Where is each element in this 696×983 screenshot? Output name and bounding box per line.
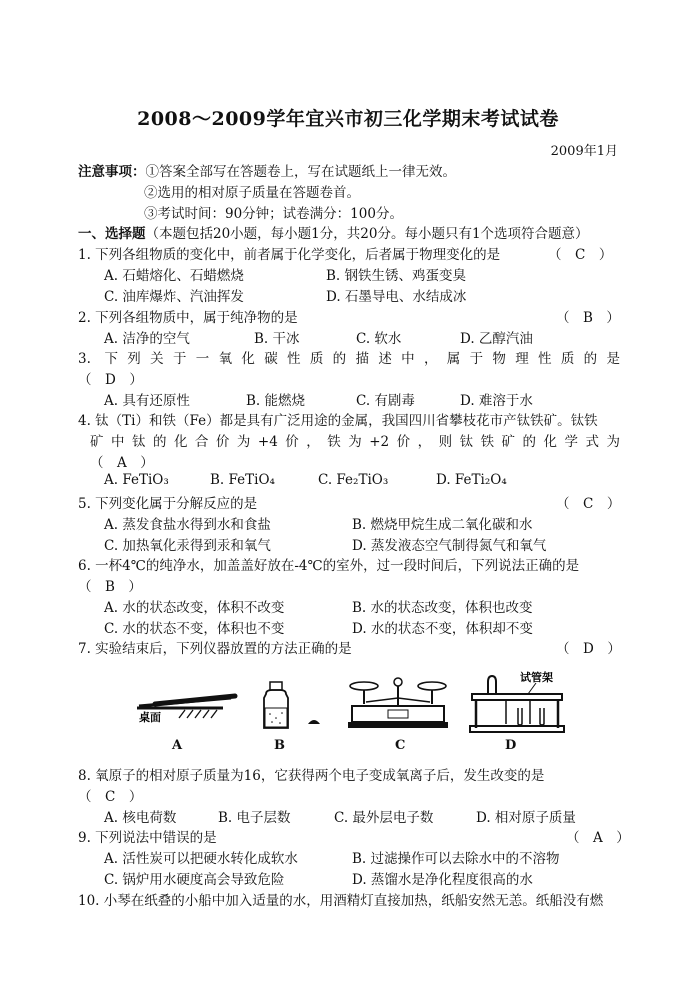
q2-option-d: D. 乙醇汽油 xyxy=(460,331,533,347)
q3-option-a: A. 具有还原性 xyxy=(104,393,190,409)
question-1-answer: （ C ） xyxy=(548,247,613,263)
question-5-stem: 5. 下列变化属于分解反应的是 xyxy=(78,496,258,512)
question-10-stem: 10. 小琴在纸叠的小船中加入适量的水，用酒精灯直接加热，纸船安然无恙。纸船没有燃 xyxy=(78,893,604,909)
exam-date: 2009年1月 xyxy=(550,144,618,159)
question-7-answer: （ D ） xyxy=(556,641,621,657)
q2-option-c: C. 软水 xyxy=(356,331,402,347)
q1-option-a: A. 石蜡熔化、石蜡燃烧 xyxy=(104,268,244,284)
q8-option-a: A. 核电荷数 xyxy=(104,810,177,826)
question-2-stem: 2. 下列各组物质中，属于纯净物的是 xyxy=(78,310,298,326)
q9-option-d: D. 蒸馏水是净化程度很高的水 xyxy=(352,872,533,888)
notice-label: 注意事项： xyxy=(78,164,146,180)
question-7-stem: 7. 实验结束后，下列仪器放置的方法正确的是 xyxy=(78,641,352,657)
desk-label: 桌面 xyxy=(139,711,161,724)
q9-option-b: B. 过滤操作可以去除水中的不溶物 xyxy=(352,851,560,867)
q8-option-b: B. 电子层数 xyxy=(218,810,291,826)
figure-label-b: B xyxy=(274,738,285,753)
q1-option-c: C. 油库爆炸、汽油挥发 xyxy=(104,289,244,305)
question-3-answer: （ D ） xyxy=(78,372,143,388)
rack-label: 试管架 xyxy=(520,671,553,684)
q6-option-b: B. 水的状态改变，体积也改变 xyxy=(352,600,533,616)
notice-item-2: ②选用的相对原子质量在答题卷首。 xyxy=(144,185,360,201)
q5-option-b: B. 燃烧甲烷生成二氧化碳和水 xyxy=(352,517,533,533)
q2-option-a: A. 洁净的空气 xyxy=(104,331,190,347)
q4-option-c: C. Fe₂TiO₃ xyxy=(318,472,389,488)
section-title: 一、选择题 xyxy=(78,226,146,242)
q3-option-b: B. 能燃烧 xyxy=(246,393,306,409)
figure-label-d: D xyxy=(505,738,517,753)
question-4-stem: 4. 钛（Ti）和铁（Fe）都是具有广泛用途的金属，我国四川省攀枝花市产钛铁矿。钛铁 xyxy=(78,413,598,429)
question-6-answer: （ B ） xyxy=(78,579,142,595)
q5-option-a: A. 蒸发食盐水得到水和食盐 xyxy=(104,517,271,533)
question-8-stem: 8. 氧原子的相对原子质量为16，它获得两个电子变成氧离子后，发生改变的是 xyxy=(78,768,545,784)
figure-label-a: A xyxy=(172,738,183,753)
notice-item-1: ①答案全部写在答题卷上，写在试题纸上一律无效。 xyxy=(145,164,456,180)
q4-option-b: B. FeTiO₄ xyxy=(210,472,275,488)
section-heading xyxy=(78,222,589,242)
q1-option-b: B. 钢铁生锈、鸡蛋变臭 xyxy=(326,268,467,284)
q9-option-c: C. 锅炉用水硬度高会导致危险 xyxy=(104,872,285,888)
figure-c-balance xyxy=(346,676,450,732)
q3-option-d: D. 难溶于水 xyxy=(460,393,533,409)
question-4-answer: （ A ） xyxy=(90,455,154,471)
q9-option-a: A. 活性炭可以把硬水转化成软水 xyxy=(104,851,298,867)
notice-row-1 xyxy=(78,160,456,180)
q5-option-c: C. 加热氧化汞得到汞和氧气 xyxy=(104,538,271,554)
q4-option-d: D. FeTi₂O₄ xyxy=(436,472,507,488)
q5-option-d: D. 蒸发液态空气制得氮气和氧气 xyxy=(352,538,547,554)
q6-option-c: C. 水的状态不变，体积也不变 xyxy=(104,621,285,637)
question-9-stem: 9. 下列说法中错误的是 xyxy=(78,830,217,846)
q8-option-d: D. 相对原子质量 xyxy=(476,810,576,826)
question-1-stem: 1. 下列各组物质的变化中，前者属于化学变化，后者属于物理变化的是 xyxy=(78,247,501,263)
q6-option-a: A. 水的状态改变，体积不改变 xyxy=(104,600,285,616)
figure-d-test-tube-rack xyxy=(466,670,576,736)
figure-label-c: C xyxy=(395,738,406,753)
q1-option-d: D. 石墨导电、水结成冰 xyxy=(326,289,467,305)
q4-option-a: A. FeTiO₃ xyxy=(104,472,169,488)
q6-option-d: D. 水的状态不变，体积却不变 xyxy=(352,621,533,637)
q3-option-c: C. 有剧毒 xyxy=(356,393,415,409)
question-9-answer: （ A ） xyxy=(566,830,630,846)
figure-b-reagent-bottle xyxy=(258,680,328,732)
section-desc: （本题包括20小题，每小题1分，共20分。每小题只有1个选项符合题意） xyxy=(145,226,589,242)
notice-item-3: ③考试时间：90分钟；试卷满分：100分。 xyxy=(144,206,403,222)
question-5-answer: （ C ） xyxy=(556,496,621,512)
figure-a-test-tube-on-desk xyxy=(135,688,245,724)
question-8-answer: （ C ） xyxy=(78,789,143,805)
q8-option-c: C. 最外层电子数 xyxy=(334,810,434,826)
question-4-stem-cont: 矿中钛的化合价为+4价，铁为+2价，则钛铁矿的化学式为 xyxy=(90,434,620,450)
question-3-stem: 3. 下列关于一氧化碳性质的描述中，属于物理性质的是 xyxy=(78,351,620,367)
exam-title: 2008～2009学年宜兴市初三化学期末考试试卷 xyxy=(137,108,559,130)
question-6-stem: 6. 一杯4℃的纯净水，加盖盖好放在-4℃的室外，过一段时间后，下列说法正确的是 xyxy=(78,558,580,574)
q2-option-b: B. 干冰 xyxy=(254,331,300,347)
question-2-answer: （ B ） xyxy=(556,310,620,326)
